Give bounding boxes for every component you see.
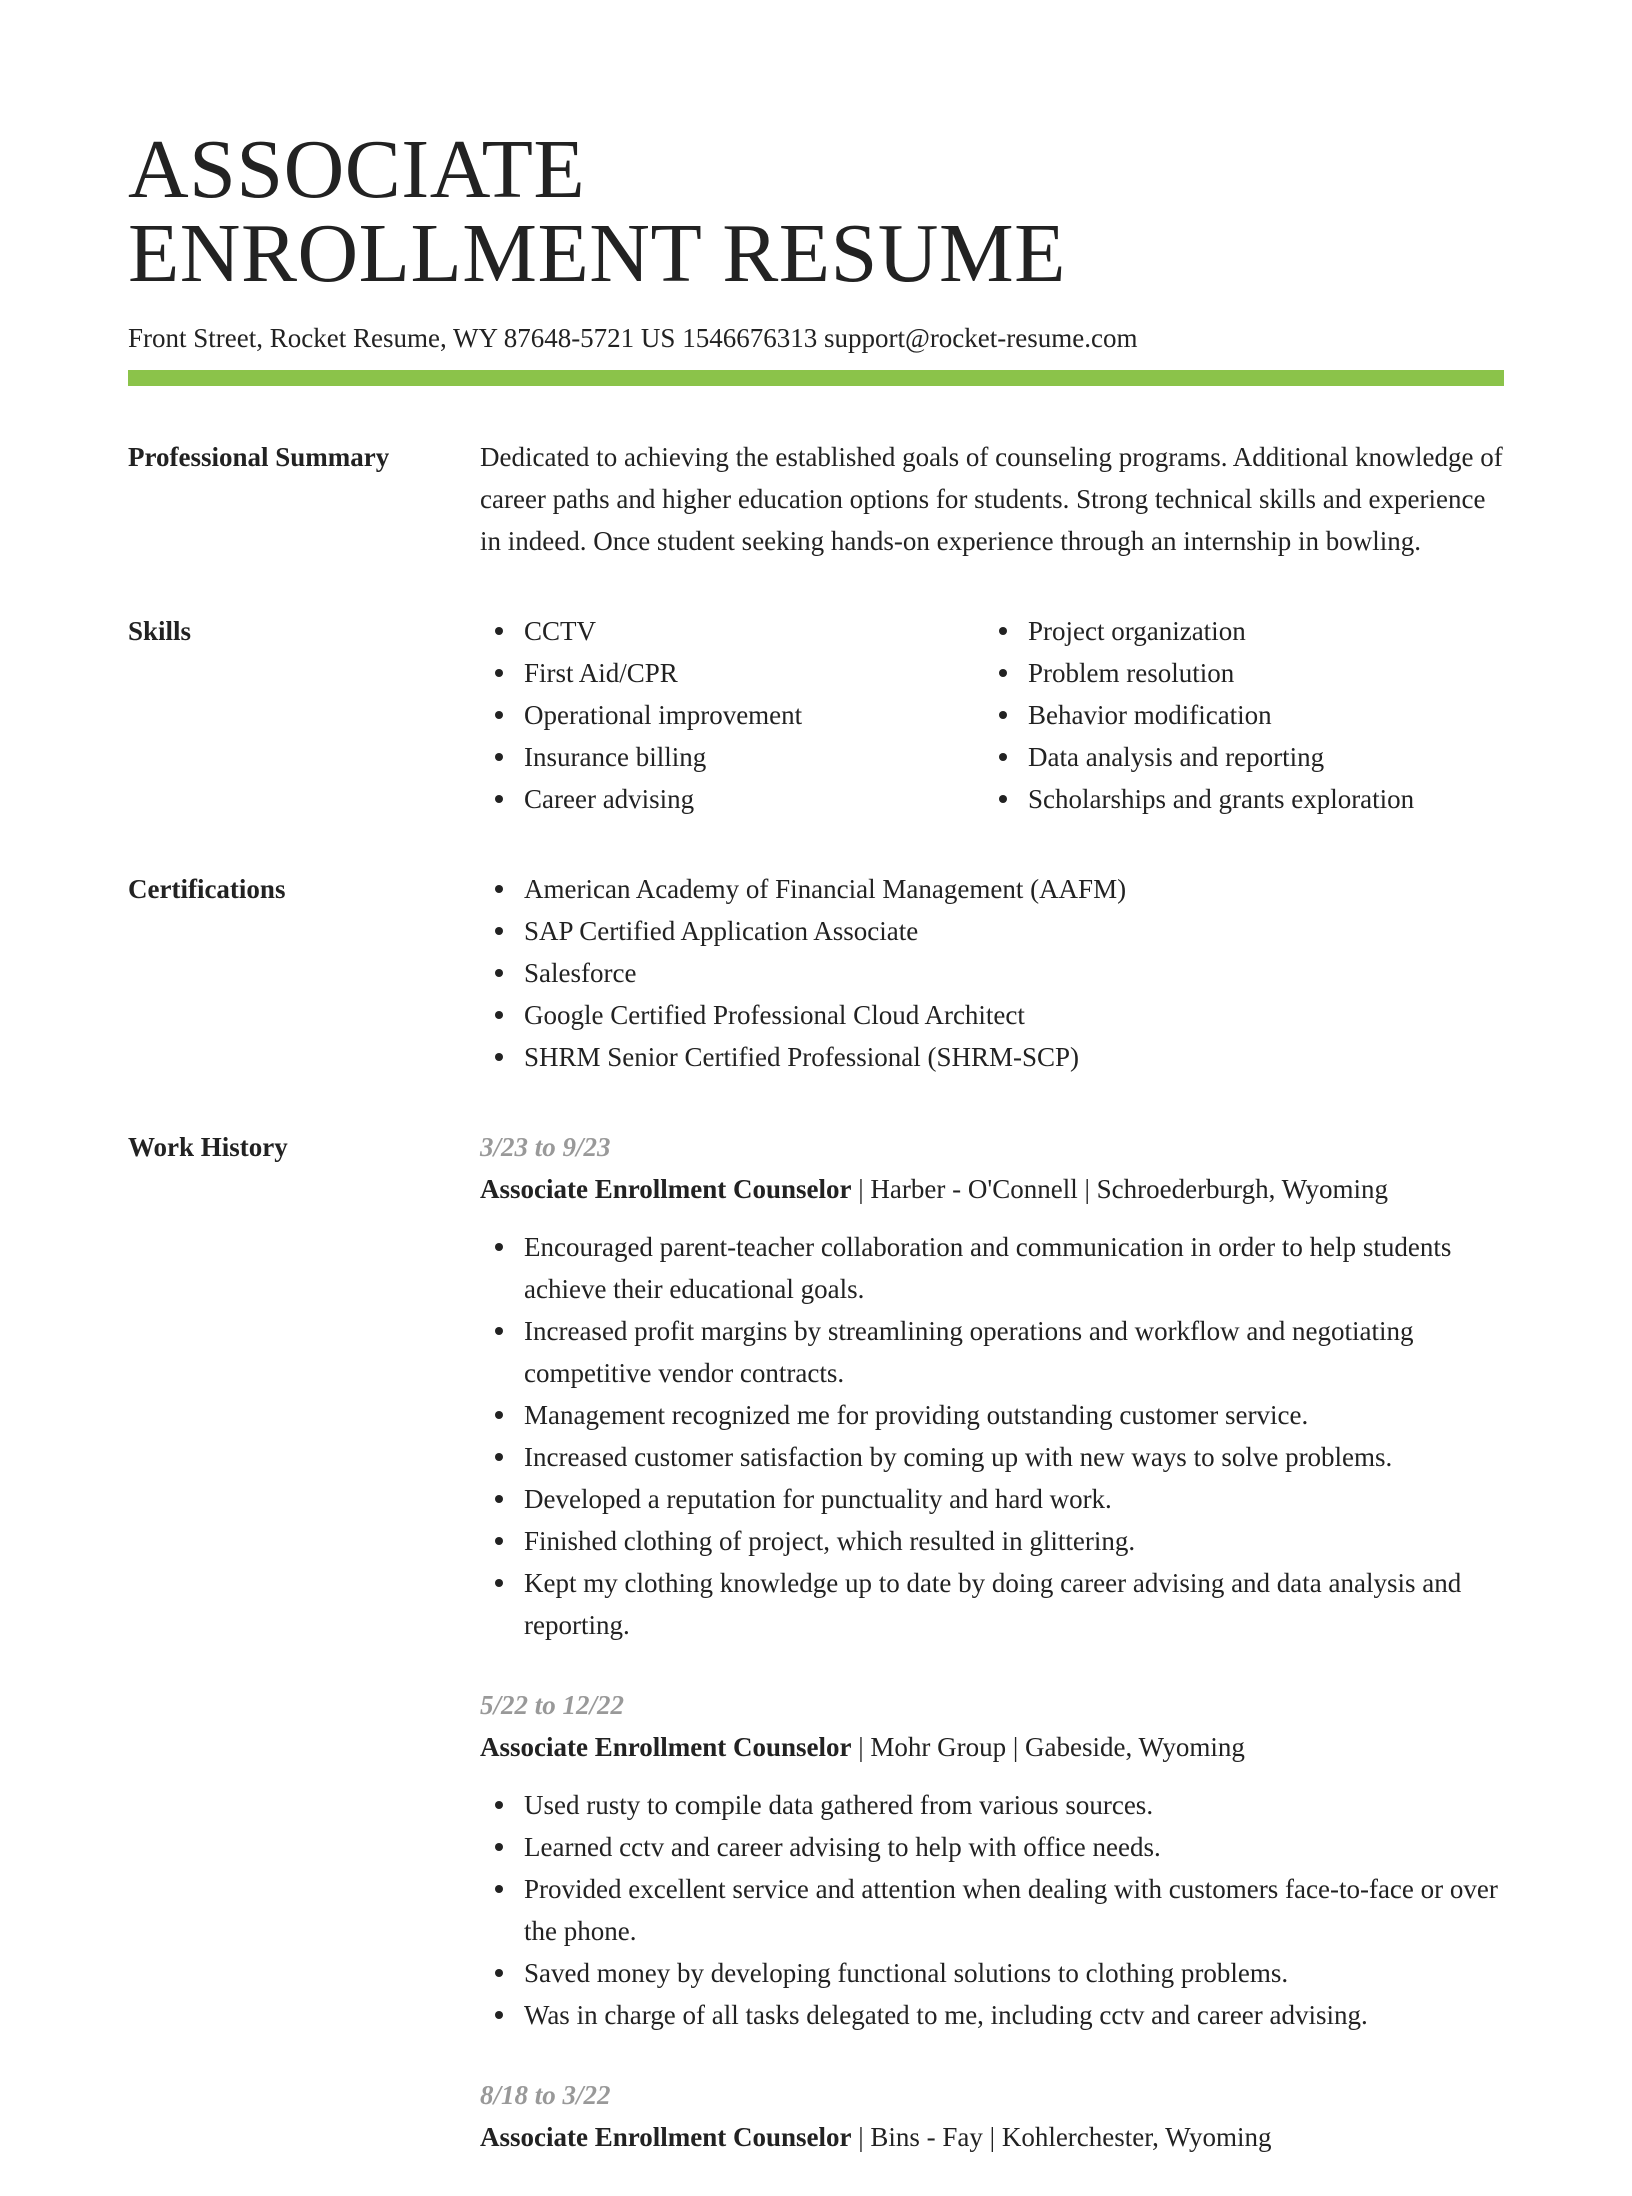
job-details: | Bins - Fay | Kohlerchester, Wyoming bbox=[851, 2122, 1272, 2152]
list-item: Data analysis and reporting bbox=[984, 736, 1488, 778]
section-skills bbox=[128, 610, 1504, 820]
list-item: SAP Certified Application Associate bbox=[480, 910, 1504, 952]
summary-text: Dedicated to achieving the established goals of counseling programs. Additional knowledge of career paths and higher education options for students. Strong technical skills and experience in indeed. Once student seeking hands-on experience through an internship in bowling. bbox=[480, 442, 1503, 556]
list-item: Finished clothing of project, which resulted in glittering. bbox=[480, 1520, 1504, 1562]
list-item: Saved money by developing functional solutions to clothing problems. bbox=[480, 1952, 1504, 1994]
job-entry bbox=[480, 1126, 1504, 1646]
list-item: Problem resolution bbox=[984, 652, 1488, 694]
section-work-history bbox=[128, 1126, 1504, 2196]
list-item: Behavior modification bbox=[984, 694, 1488, 736]
list-item: Increased profit margins by streamlining operations and workflow and negotiating competitive vendor contracts. bbox=[480, 1310, 1504, 1394]
section-label: Professional Summary bbox=[128, 442, 390, 472]
skills-list-right bbox=[984, 610, 1488, 820]
job-title: Associate Enrollment Counselor bbox=[480, 2122, 852, 2152]
list-item: Was in charge of all tasks delegated to me, including cctv and career advising. bbox=[480, 1994, 1504, 2036]
list-item: Encouraged parent-teacher collaboration and communication in order to help students achieve their educational goals. bbox=[480, 1226, 1504, 1310]
section-certifications bbox=[128, 868, 1504, 1078]
section-label: Skills bbox=[128, 616, 192, 646]
section-label: Certifications bbox=[128, 874, 286, 904]
list-item: SHRM Senior Certified Professional (SHRM-SCP) bbox=[480, 1036, 1504, 1078]
certifications-list bbox=[480, 868, 1504, 1078]
list-item: Increased customer satisfaction by coming up with new ways to solve problems. bbox=[480, 1436, 1504, 1478]
job-entry bbox=[480, 1684, 1504, 2036]
accent-divider bbox=[128, 370, 1504, 386]
skills-list-left bbox=[480, 610, 984, 820]
list-item: American Academy of Financial Management (AAFM) bbox=[480, 868, 1504, 910]
section-label: Work History bbox=[128, 1132, 288, 1162]
contact-line: Front Street, Rocket Resume, WY 87648-5721 US 1546676313 support@rocket-resume.com bbox=[128, 323, 1138, 353]
job-heading bbox=[480, 1726, 1504, 1768]
list-item: Learned cctv and career advising to help with office needs. bbox=[480, 1826, 1504, 1868]
list-item: Project organization bbox=[984, 610, 1488, 652]
job-title: Associate Enrollment Counselor bbox=[480, 1174, 852, 1204]
job-bullets bbox=[480, 1784, 1504, 2036]
title-line-2: ENROLLMENT RESUME bbox=[128, 207, 1066, 300]
list-item: Scholarships and grants exploration bbox=[984, 778, 1488, 820]
list-item: Developed a reputation for punctuality and hard work. bbox=[480, 1478, 1504, 1520]
list-item: Google Certified Professional Cloud Architect bbox=[480, 994, 1504, 1036]
list-item: First Aid/CPR bbox=[480, 652, 984, 694]
resume-page bbox=[128, 123, 1504, 2196]
job-bullets bbox=[480, 1226, 1504, 1646]
list-item: Career advising bbox=[480, 778, 984, 820]
list-item: Kept my clothing knowledge up to date by doing career advising and data analysis and reporting. bbox=[480, 1562, 1504, 1646]
job-heading bbox=[480, 2116, 1504, 2158]
job-dates: 3/23 to 9/23 bbox=[480, 1132, 611, 1162]
list-item: CCTV bbox=[480, 610, 984, 652]
job-dates: 8/18 to 3/22 bbox=[480, 2080, 611, 2110]
list-item: Provided excellent service and attention when dealing with customers face-to-face or over the phone. bbox=[480, 1868, 1504, 1952]
list-item: Operational improvement bbox=[480, 694, 984, 736]
list-item: Salesforce bbox=[480, 952, 1504, 994]
job-dates: 5/22 to 12/22 bbox=[480, 1690, 625, 1720]
job-title: Associate Enrollment Counselor bbox=[480, 1732, 852, 1762]
resume-title bbox=[128, 123, 1504, 300]
job-heading bbox=[480, 1168, 1504, 1210]
section-professional-summary bbox=[128, 436, 1504, 562]
job-details: | Harber - O'Connell | Schroederburgh, Wyoming bbox=[851, 1174, 1388, 1204]
list-item: Used rusty to compile data gathered from various sources. bbox=[480, 1784, 1504, 1826]
job-entry bbox=[480, 2074, 1504, 2158]
title-line-1: ASSOCIATE bbox=[128, 123, 586, 216]
job-details: | Mohr Group | Gabeside, Wyoming bbox=[851, 1732, 1245, 1762]
list-item: Insurance billing bbox=[480, 736, 984, 778]
list-item: Management recognized me for providing outstanding customer service. bbox=[480, 1394, 1504, 1436]
